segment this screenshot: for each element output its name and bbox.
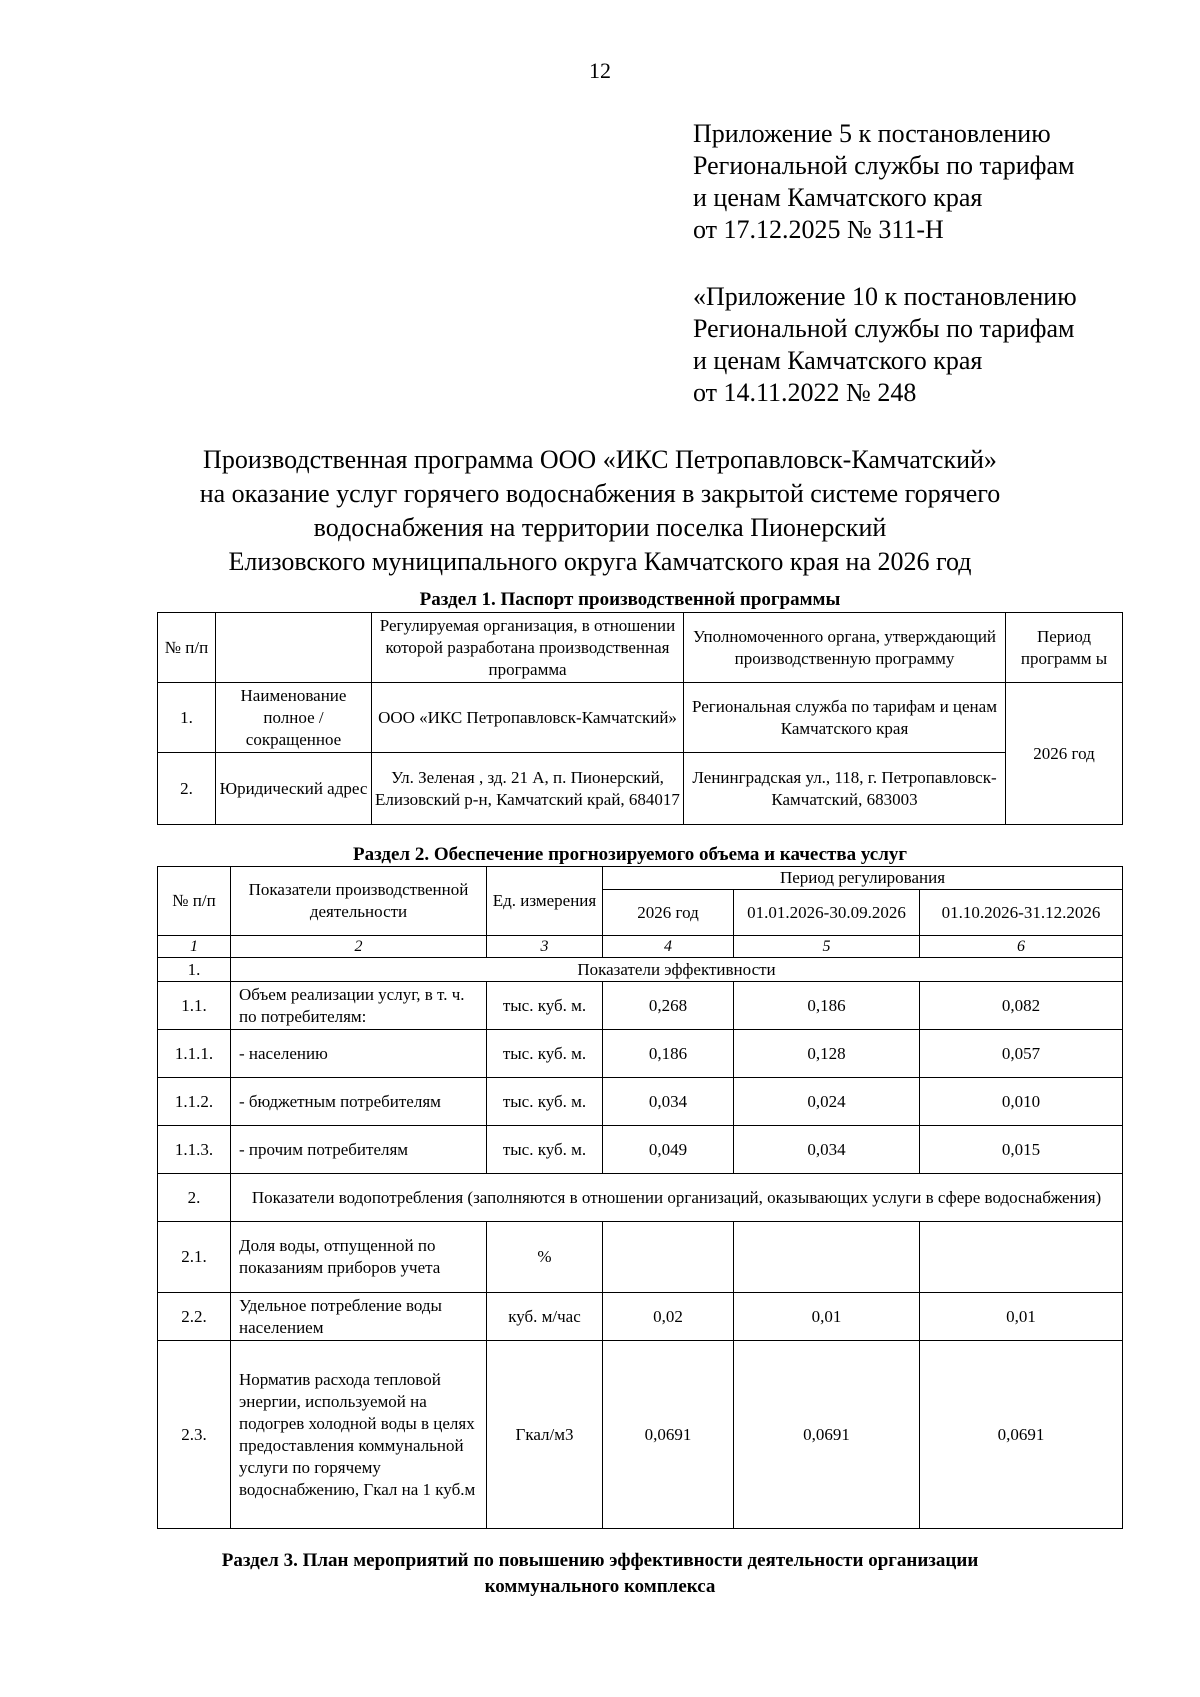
row-unit: тыс. куб. м. <box>487 1078 603 1126</box>
row-value <box>734 1222 920 1293</box>
table-row <box>158 1126 1123 1174</box>
row-value: 0,268 <box>603 982 734 1030</box>
annex-line: Приложение 5 к постановлению <box>693 119 1051 148</box>
row-org: Ул. Зеленая , зд. 21 А, п. Пионерский, Елизовский р-н, Камчатский край, 684017 <box>372 753 684 825</box>
header-blank <box>216 613 372 683</box>
row-num: 1. <box>158 958 231 982</box>
group-row <box>158 958 1123 982</box>
annex-line: Региональной службы по тарифам <box>693 151 1075 180</box>
table-row <box>158 753 1123 825</box>
row-authority: Региональная служба по тарифам и ценам Камчатского края <box>684 683 1006 753</box>
col-number: 4 <box>603 936 734 958</box>
row-value: 0,0691 <box>603 1341 734 1529</box>
row-unit: тыс. куб. м. <box>487 982 603 1030</box>
col-number: 3 <box>487 936 603 958</box>
section2-title: Раздел 2. Обеспечение прогнозируемого объема и качества услуг <box>352 844 908 865</box>
table-header-row <box>158 867 1123 890</box>
row-label: Объем реализации услуг, в т. ч. по потребителям: <box>231 982 487 1030</box>
row-value: 0,082 <box>920 982 1123 1030</box>
page-number: 12 <box>589 58 611 83</box>
annex-line: и ценам Камчатского края <box>693 346 983 375</box>
indicators-table <box>157 866 1123 1529</box>
annex-header-original <box>693 281 1077 409</box>
header-period-1: 01.01.2026-30.09.2026 <box>734 890 920 936</box>
header-period: Период программ ы <box>1006 613 1123 683</box>
annex-line: и ценам Камчатского края <box>693 183 983 212</box>
row-value: 0,057 <box>920 1030 1123 1078</box>
row-unit: тыс. куб. м. <box>487 1126 603 1174</box>
document-title <box>0 443 1200 579</box>
row-value: 0,186 <box>734 982 920 1030</box>
col-number: 1 <box>158 936 231 958</box>
annex-line: Региональной службы по тарифам <box>693 314 1075 343</box>
row-num: 1. <box>158 683 216 753</box>
row-value: 0,024 <box>734 1078 920 1126</box>
row-num: 1.1.3. <box>158 1126 231 1174</box>
title-line: Производственная программа ООО «ИКС Петропавловск-Камчатский» <box>203 445 997 474</box>
row-num: 2. <box>158 1174 231 1222</box>
annex-line: «Приложение 10 к постановлению <box>693 282 1077 311</box>
row-value: 0,128 <box>734 1030 920 1078</box>
title-line: водоснабжения на территории поселка Пионерский <box>313 513 887 542</box>
col-number: 6 <box>920 936 1123 958</box>
table-row <box>158 1030 1123 1078</box>
row-num: 2.3. <box>158 1341 231 1529</box>
row-value: 0,02 <box>603 1293 734 1341</box>
row-org: ООО «ИКС Петропавловск-Камчатский» <box>372 683 684 753</box>
row-unit: куб. м/час <box>487 1293 603 1341</box>
row-value: 0,01 <box>920 1293 1123 1341</box>
header-num: № п/п <box>158 613 216 683</box>
section3-title <box>0 1548 1200 1600</box>
header-period-group: Период регулирования <box>603 867 1123 890</box>
row-value: 0,049 <box>603 1126 734 1174</box>
row-authority: Ленинградская ул., 118, г. Петропавловск-Камчатский, 683003 <box>684 753 1006 825</box>
row-label: Удельное потребление воды населением <box>231 1293 487 1341</box>
table-row <box>158 982 1123 1030</box>
table-header-row <box>158 613 1123 683</box>
row-num: 1.1.1. <box>158 1030 231 1078</box>
group-label: Показатели водопотребления (заполняются в отношении организаций, оказывающих услуги в сфере водоснабжения) <box>231 1174 1123 1222</box>
column-numbers-row <box>158 936 1123 958</box>
annex-header-current <box>693 118 1074 246</box>
table-row <box>158 1341 1123 1529</box>
row-num: 2. <box>158 753 216 825</box>
section1-title: Раздел 1. Паспорт производственной программы <box>419 589 841 610</box>
program-period: 2026 год <box>1006 683 1123 825</box>
row-num: 1.1.2. <box>158 1078 231 1126</box>
row-value: 0,034 <box>734 1126 920 1174</box>
row-label: Наименование полное / сокращенное <box>216 683 372 753</box>
row-value: 0,186 <box>603 1030 734 1078</box>
title-line: на оказание услуг горячего водоснабжения в закрытой системе горячего <box>199 479 1001 508</box>
row-label: Юридический адрес <box>216 753 372 825</box>
annex-line: от 17.12.2025 № 311-Н <box>693 215 944 244</box>
group-row <box>158 1174 1123 1222</box>
row-label: Доля воды, отпущенной по показаниям приборов учета <box>231 1222 487 1293</box>
header-period-2: 01.10.2026-31.12.2026 <box>920 890 1123 936</box>
row-num: 2.2. <box>158 1293 231 1341</box>
annex-line: от 14.11.2022 № 248 <box>693 378 917 407</box>
row-value: 0,034 <box>603 1078 734 1126</box>
header-org: Регулируемая организация, в отношении которой разработана производственная программа <box>372 613 684 683</box>
header-indicator: Показатели производственной деятельности <box>231 867 487 936</box>
header-unit: Ед. измерения <box>487 867 603 936</box>
row-label: - прочим потребителям <box>231 1126 487 1174</box>
header-num: № п/п <box>158 867 231 936</box>
group-label: Показатели эффективности <box>231 958 1123 982</box>
row-value: 0,010 <box>920 1078 1123 1126</box>
header-authority: Уполномоченного органа, утверждающий производственную программу <box>684 613 1006 683</box>
table-row <box>158 683 1123 753</box>
table-row <box>158 1222 1123 1293</box>
section3-title-line: Раздел 3. План мероприятий по повышению эффективности деятельности организации <box>221 1550 979 1571</box>
row-value: 0,0691 <box>734 1341 920 1529</box>
row-unit: тыс. куб. м. <box>487 1030 603 1078</box>
header-period-year: 2026 год <box>603 890 734 936</box>
col-number: 5 <box>734 936 920 958</box>
col-number: 2 <box>231 936 487 958</box>
table-row <box>158 1078 1123 1126</box>
row-value <box>603 1222 734 1293</box>
row-label: Норматив расхода тепловой энергии, используемой на подогрев холодной воды в целях предоставления коммунальной услуги по горячему водоснабжению, Гкал на 1 куб.м <box>231 1341 487 1529</box>
row-value: 0,01 <box>734 1293 920 1341</box>
row-num: 1.1. <box>158 982 231 1030</box>
passport-table <box>157 612 1123 825</box>
row-num: 2.1. <box>158 1222 231 1293</box>
row-label: - населению <box>231 1030 487 1078</box>
row-value: 0,015 <box>920 1126 1123 1174</box>
row-value <box>920 1222 1123 1293</box>
row-value: 0,0691 <box>920 1341 1123 1529</box>
table-row <box>158 1293 1123 1341</box>
section3-title-line: коммунального комплекса <box>484 1576 716 1597</box>
row-unit: Гкал/м3 <box>487 1341 603 1529</box>
title-line: Елизовского муниципального округа Камчатского края на 2026 год <box>228 547 972 576</box>
row-unit: % <box>487 1222 603 1293</box>
row-label: - бюджетным потребителям <box>231 1078 487 1126</box>
